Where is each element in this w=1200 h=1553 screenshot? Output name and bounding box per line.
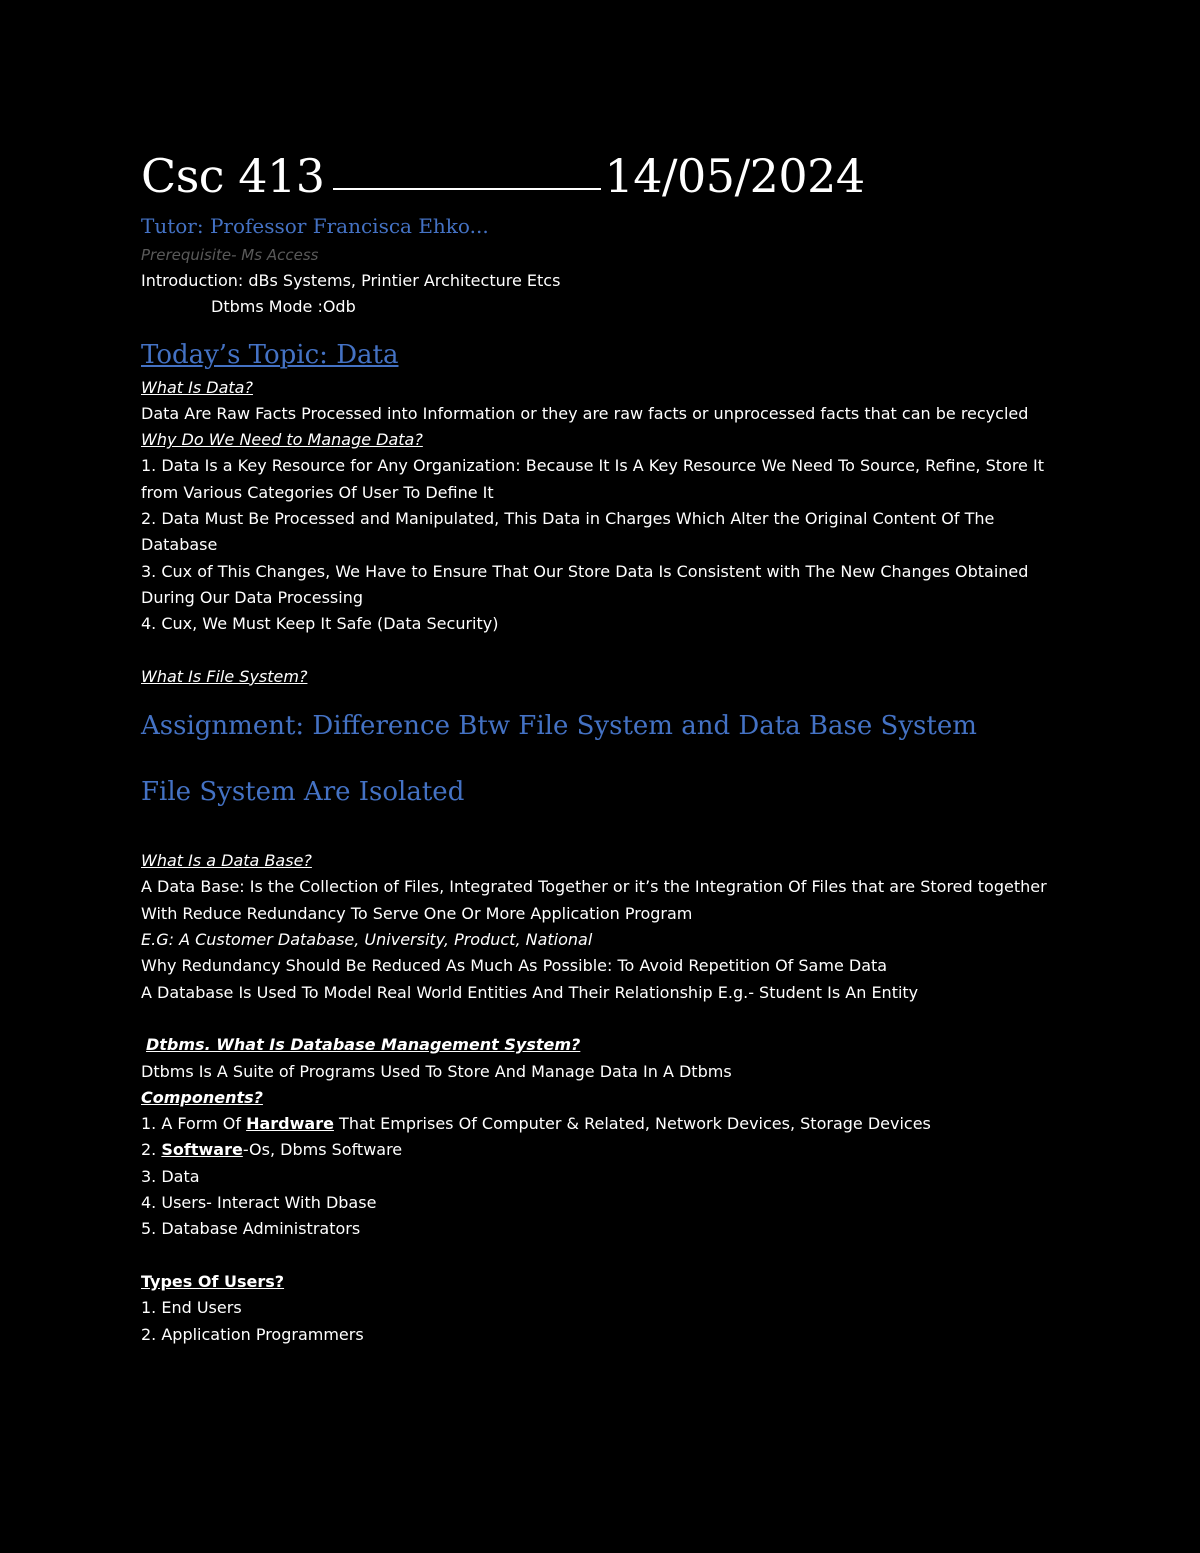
data-definition: Data Are Raw Facts Processed into Information or they are raw facts or unprocessed facts that can be recycled [141, 403, 1029, 423]
topic-heading: Today’s Topic: Data [141, 339, 399, 370]
database-definition: A Data Base: Is the Collection of Files, Integrated Together or it’s the Integration Of Files that are Stored together With Reduce Redundancy To Serve One Or More Application Program [141, 877, 1047, 923]
tutor-line: Tutor: Professor Francisca Ehko... [141, 214, 489, 238]
question-database: What Is a Data Base? [141, 851, 312, 871]
question-file-system: What Is File System? [141, 666, 308, 686]
assignment-heading: Assignment: Difference Btw File System and Data Base System [141, 711, 977, 742]
software-term: Software [161, 1140, 243, 1160]
component-item: 4. Users- Interact With Dbase [141, 1193, 377, 1213]
component-item [141, 1137, 1071, 1163]
redundancy-line: Why Redundancy Should Be Reduced As Much As Possible: To Avoid Repetition Of Same Data [141, 956, 888, 976]
prerequisite-line: Prerequisite- Ms Access [141, 246, 319, 264]
hardware-term: Hardware [246, 1114, 334, 1134]
component-item [141, 1111, 1071, 1137]
assignment-subheading: File System Are Isolated [141, 777, 465, 808]
course-code: Csc 413 [141, 149, 325, 203]
title-underline [333, 148, 601, 190]
reason-item: 4. Cux, We Must Keep It Safe (Data Security) [141, 614, 499, 634]
dbms-definition: Dtbms Is A Suite of Programs Used To Store And Manage Data In A Dtbms [141, 1061, 732, 1081]
database-examples: E.G: A Customer Database, University, Product, National [141, 930, 593, 950]
introduction-line: Introduction: dBs Systems, Printier Architecture Etcs [141, 271, 561, 290]
reason-item: 1. Data Is a Key Resource for Any Organization: Because It Is A Key Resource We Need To Source, Refine, Store It from Various Categories Of User To Define It [141, 456, 1044, 502]
question-what-is-data: What Is Data? [141, 377, 253, 397]
component-text: That Emprises Of Computer & Related, Network Devices, Storage Devices [333, 1114, 931, 1134]
component-text: -Os, Dbms Software [242, 1140, 403, 1160]
component-item: 3. Data [141, 1166, 200, 1186]
page-title [141, 148, 1071, 204]
spacer [141, 1243, 1071, 1269]
reason-item: 2. Data Must Be Processed and Manipulated, This Data in Charges Which Alter the Original Content Of The Database [141, 509, 995, 555]
spacer [141, 638, 1071, 664]
user-types-heading: Types Of Users? [141, 1271, 285, 1291]
model-line: A Database Is Used To Model Real World Entities And Their Relationship E.g.- Student Is An Entity [141, 982, 919, 1002]
component-number: 1. A Form Of [141, 1114, 247, 1134]
user-type-item: 1. End Users [141, 1298, 242, 1318]
mode-line: Dtbms Mode :Odb [211, 297, 356, 317]
lecture-date: 14/05/2024 [604, 149, 865, 203]
document-page [141, 148, 1071, 1348]
user-type-item: 2. Application Programmers [141, 1324, 364, 1344]
component-number: 2. [141, 1140, 162, 1160]
reason-item: 3. Cux of This Changes, We Have to Ensure That Our Store Data Is Consistent with The New Changes Obtained During Our Data Processing [141, 561, 1029, 607]
components-label: Components? [141, 1087, 263, 1107]
component-item: 5. Database Administrators [141, 1219, 361, 1239]
spacer [141, 1006, 1071, 1032]
question-dbms: Dtbms. What Is Database Management System? [146, 1035, 581, 1055]
question-manage-data: Why Do We Need to Manage Data? [141, 430, 423, 450]
